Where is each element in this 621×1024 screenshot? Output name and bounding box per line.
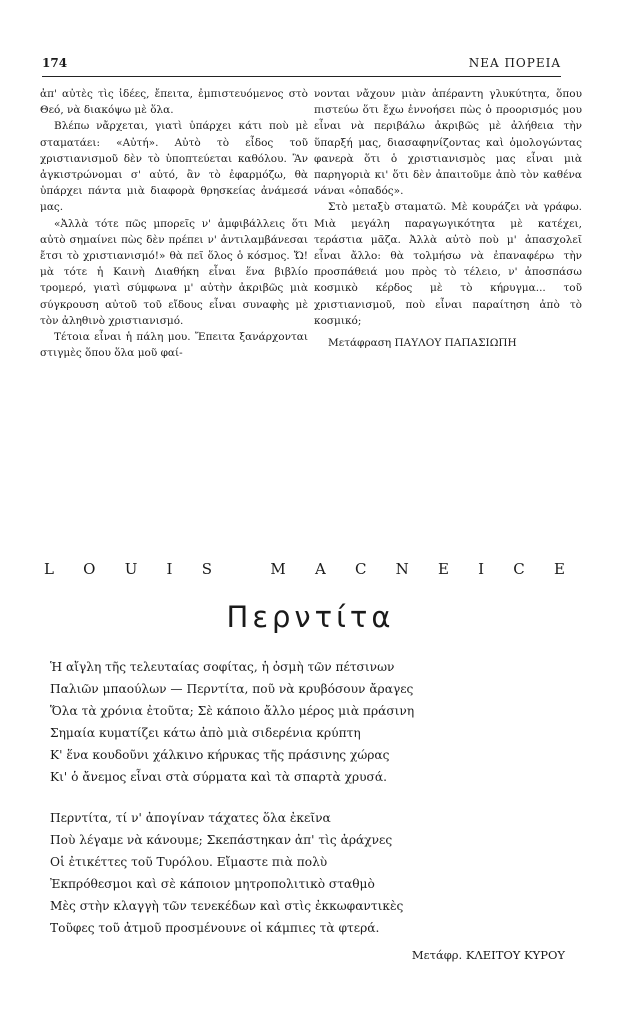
poem-stanza <box>50 656 570 788</box>
article-paragraph: ἀπ' αὐτὲς τὶς ἰδέες, ἔπειτα, ἐμπιστευόμενος στὸ Θεό, νὰ διακόψω μὲ ὅλα. <box>40 88 308 117</box>
author-letter: A <box>314 560 326 578</box>
poem-line: Σημαία κυματίζει κάτω ἀπὸ μιὰ σιδερένια κρύπτη <box>50 726 361 740</box>
translator-name: ΠΑΥΛΟΥ ΠΑΠΑΣΙΩΠΗ <box>394 337 517 350</box>
article-paragraph: Βλέπω νἄρχεται, γιατὶ ὑπάρχει κάτι ποὺ μὲ σταματάει: «Αὐτή». Αὐτὸ τὸ εἶδος τοῦ χριστιανισμοῦ δὲν τὸ ὑποπτεύεται καθόλου. Ἂν ἀγκιστρώνομαι σ' αὐτό, ἂν τὸ ἐφαρμόζω, θὰ ὑπάρχει πάντα μιὰ διαφορὰ θρησκείας ἀνάμεσά μας. <box>40 120 308 214</box>
poem-line: Μὲς στὴν κλαγγὴ τῶν τενεκέδων καὶ στὶς ἐκκωφαντικὲς <box>50 899 404 913</box>
translator-name: ΚΛΕΙΤΟΥ ΚΥΡΟΥ <box>465 948 565 962</box>
poem-line: Παλιῶν μπαούλων — Περντίτα, ποῦ νὰ κρυβόσουν ἄραγες <box>50 682 414 696</box>
article-left-column <box>40 86 308 361</box>
poem-line: Κι' ὁ ἄνεμος εἶναι στὰ σύρματα καὶ τὰ σπαρτὰ χρυσά. <box>50 770 387 784</box>
poem-line: Ἐκπρόθεσμοι καὶ σὲ κάποιον μητροπολιτικὸ σταθμὸ <box>50 877 375 891</box>
poem-translator-credit <box>412 948 565 962</box>
article-paragraph: νονται νἄχουν μιὰν ἀπέραντη γλυκύτητα, ὅπου πιστεύω ὅτι ἔχω ἐννοήσει πὼς ὁ προορισμός μου εἶναι νὰ περιβάλω ἀκριβῶς μὲ ἀλήθεια τὴν ὕπαρξή μας, διασαφηνίζοντας καὶ ὁμολογώντας φανερὰ ὅτι ὁ χριστιανισμὸς μας εἶναι μιὰ παρηγοριὰ κι' ὅτι δὲν ἀπαιτοῦμε ἀπὸ τὸν καθένα νάναι «ὀπαδός». <box>314 88 582 198</box>
author-letter: I <box>166 560 173 578</box>
author-letter: E <box>553 560 565 578</box>
author-letter: E <box>438 560 449 578</box>
poem-line: Ποὺ λέγαμε νὰ κάνουμε; Σκεπάστηκαν ἀπ' τὶς ἀράχνες <box>50 833 393 847</box>
author-letter: S <box>201 560 212 578</box>
poem-line: Κ' ἕνα κουδοῦνι χάλκινο κήρυκας τῆς πράσινης χώρας <box>50 748 390 762</box>
author-letter: C <box>513 560 525 578</box>
article-paragraph: «Ἀλλὰ τότε πῶς μπορεῖς ν' ἀμφιβάλλεις ὅτι αὐτὸ σημαίνει πὼς δὲν πρέπει ν' ἀντιλαμβάνεσαι ἔτσι τὸ χριστιανισμό!» θὰ πεῖ ὅλος ὁ κόσμος. Ὤ! μὰ τότε ἡ Καινὴ Διαθήκη εἶναι ἕνα βιβλίο τρομερό, γιατὶ σύμφωνα μ' αὐτὴν ἀκριβῶς μιὰ σύγκρουση αὐτοῦ τοῦ εἴδους εἶναι συναφὴς μὲ τὸν ἀληθινὸ χριστιανισμό. <box>40 217 308 327</box>
poem-body <box>50 656 570 958</box>
author-letter: L <box>44 560 54 578</box>
article-paragraph: Τέτοια εἶναι ἡ πάλη μου. Ἔπειτα ξανάρχονται στιγμὲς ὅπου ὅλα μοῦ φαί- <box>40 331 308 360</box>
author-letter: I <box>478 560 485 578</box>
poem-line: Ἡ αἴγλη τῆς τελευταίας σοφίτας, ἡ ὀσμὴ τῶν πέτσινων <box>50 660 395 674</box>
author-letter: M <box>270 560 286 578</box>
author-letter: U <box>124 560 138 578</box>
poem-line: Περντίτα, τί ν' ἀπογίναν τάχατες ὅλα ἐκεῖνα <box>50 811 331 825</box>
author-letter: N <box>395 560 409 578</box>
poem-stanza <box>50 807 570 939</box>
page-number: 174 <box>42 56 68 70</box>
article-translator-credit <box>314 335 582 351</box>
translator-label: Μετάφρ. <box>411 948 463 962</box>
translator-label: Μετάφραση <box>328 337 392 350</box>
header-rule <box>42 76 561 77</box>
poem-author <box>44 560 565 578</box>
article-right-column <box>314 86 582 351</box>
article-paragraph: Στὸ μεταξὺ σταματῶ. Μὲ κουράζει νὰ γράφω. Μιὰ μεγάλη παραγωγικότητα μὲ κατέχει, τεράστια μᾶζα. Ἀλλὰ αὐτὸ ποὺ μ' ἀπασχολεῖ εἶναι ἄλλο: θὰ τολμήσω νὰ ἐπαναφέρω τὴν προσπάθειά μου πρὸς τὸ τέλειο, ν' ἀποσπάσω κοσμικὸ κέρδος μὲ τὸ κήρυγμα... τοῦ χριστιανισμοῦ, ποὺ εἶναι παραίτηση ἀπὸ τὸ κοσμικό; <box>314 201 582 327</box>
poem-line: Οἱ ἐτικέττες τοῦ Τυρόλου. Εἴμαστε πιὰ πολὺ <box>50 855 328 869</box>
running-head: ΝΕΑ ΠΟΡΕΙΑ <box>468 56 561 70</box>
author-letter: C <box>354 560 367 578</box>
author-letter: O <box>83 560 96 578</box>
poem-title: Περντίτα <box>226 600 395 634</box>
poem-line: Τοῦφες τοῦ ἀτμοῦ προσμένουνε οἱ κάμπιες τὰ φτερά. <box>50 921 380 935</box>
poem-line: Ὅλα τὰ χρόνια ἐτοῦτα; Σὲ κάποιο ἄλλο μέρος μιὰ πράσινη <box>50 704 415 718</box>
